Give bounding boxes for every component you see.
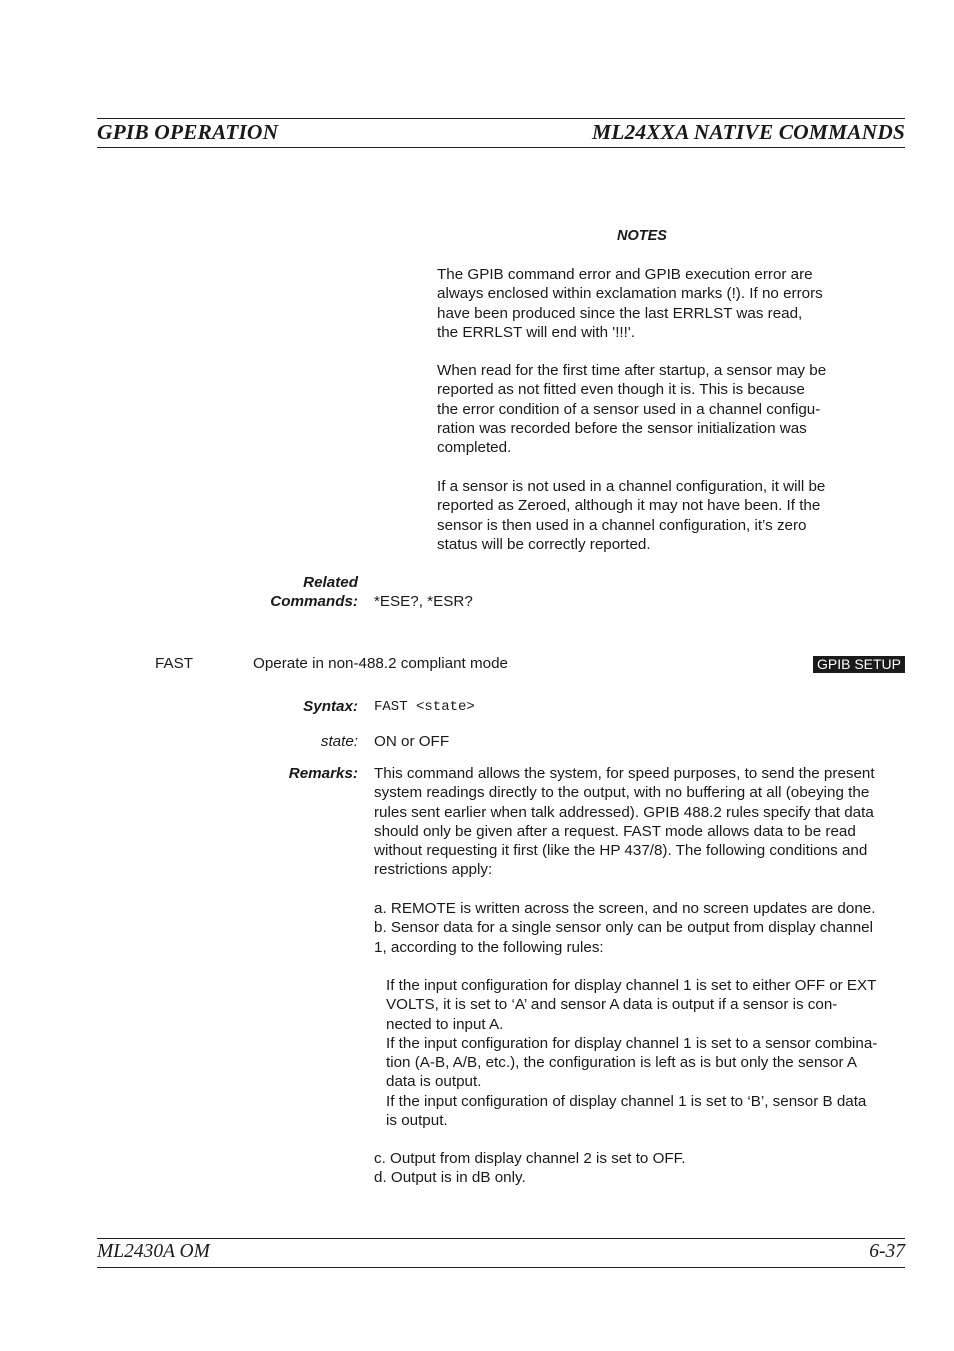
footer-manual-name: ML2430A OM	[97, 1241, 210, 1262]
text-line: reported as Zeroed, although it may not have been. If the	[437, 497, 821, 515]
text-line: a. REMOTE is written across the screen, and no screen updates are done.	[374, 900, 876, 917]
text-line: sensor is then used in a channel configuration, it’s zero	[437, 516, 807, 534]
text-line: nected to input A.	[386, 1015, 504, 1033]
text-line: If the input configuration for display channel 1 is set to either OFF or EXT	[386, 977, 877, 994]
text-line: This command allows the system, for speed purposes, to send the present	[374, 765, 875, 782]
text-line: b. Sensor data for a single sensor only can be output from display channel	[374, 919, 873, 937]
footer-page-number: 6-37	[869, 1241, 905, 1262]
text-line: If the input configuration of display channel 1 is set to ‘B’, sensor B data	[386, 1092, 867, 1110]
header-chapter-title: ML24XXA NATIVE COMMANDS	[592, 120, 905, 144]
command-category-badge: GPIB SETUP	[813, 656, 905, 673]
command-name: FAST	[155, 655, 193, 672]
text-line: is output.	[386, 1112, 448, 1130]
notes-title: NOTES	[617, 228, 667, 244]
text-line: When read for the first time after startup, a sensor may be	[437, 362, 827, 379]
state-value: ON or OFF	[374, 733, 450, 750]
related-commands-value: *ESE?, *ESR?	[374, 593, 473, 610]
remarks-paragraph-2	[374, 899, 875, 957]
notes-paragraph-3	[437, 477, 825, 554]
notes-paragraph-1	[437, 265, 823, 342]
text-line: restrictions apply:	[374, 861, 493, 879]
text-line: The GPIB command error and GPIB execution error are	[437, 266, 813, 283]
text-line: system readings directly to the output, with no buffering at all (obeying the	[374, 784, 870, 802]
text-line: reported as not fitted even though it is. This is because	[437, 381, 805, 399]
text-line: data is output.	[386, 1073, 482, 1091]
text-line: the error condition of a sensor used in a channel configu-	[437, 400, 821, 418]
text-line: rules sent earlier when talk addressed). GPIB 488.2 rules specify that data	[374, 803, 874, 821]
text-line: should only be given after a request. FAST mode allows data to be read	[374, 822, 856, 840]
text-line: tion (A-B, A/B, etc.), the configuration is left as is but only the sensor A	[386, 1054, 858, 1072]
related-commands-label	[270, 573, 358, 612]
related-label-line1: Related	[303, 574, 358, 591]
syntax-label: Syntax:	[303, 698, 358, 715]
text-line: VOLTS, it is set to ‘A’ and sensor A data is output if a sensor is con-	[386, 996, 838, 1014]
remarks-paragraph-3	[374, 1149, 685, 1188]
text-line: If the input configuration for display channel 1 is set to a sensor combina-	[386, 1034, 878, 1052]
command-description: Operate in non-488.2 compliant mode	[253, 655, 508, 672]
text-line: have been produced since the last ERRLST was read,	[437, 304, 803, 322]
remarks-rules	[386, 976, 877, 1130]
text-line: c. Output from display channel 2 is set to OFF.	[374, 1150, 686, 1167]
remarks-label: Remarks:	[288, 765, 358, 782]
notes-paragraph-2	[437, 361, 826, 457]
text-line: completed.	[437, 439, 512, 457]
text-line: the ERRLST will end with '!!!'.	[437, 323, 635, 341]
text-line: without requesting it first (like the HP 437/8). The following conditions and	[374, 842, 868, 860]
text-line: If a sensor is not used in a channel configuration, it will be	[437, 478, 826, 495]
page-header	[97, 118, 905, 148]
text-line: 1, according to the following rules:	[374, 938, 604, 956]
state-label: state:	[320, 733, 358, 750]
text-line: d. Output is in dB only.	[374, 1169, 526, 1187]
text-line: status will be correctly reported.	[437, 535, 651, 553]
syntax-value: FAST <state>	[374, 699, 475, 715]
remarks-paragraph-1	[374, 764, 875, 880]
page-footer	[97, 1238, 905, 1268]
text-line: ration was recorded before the sensor initialization was	[437, 419, 807, 437]
related-label-line2: Commands:	[270, 593, 358, 611]
header-section-title: GPIB OPERATION	[97, 120, 279, 144]
text-line: always enclosed within exclamation marks (!). If no errors	[437, 285, 823, 303]
